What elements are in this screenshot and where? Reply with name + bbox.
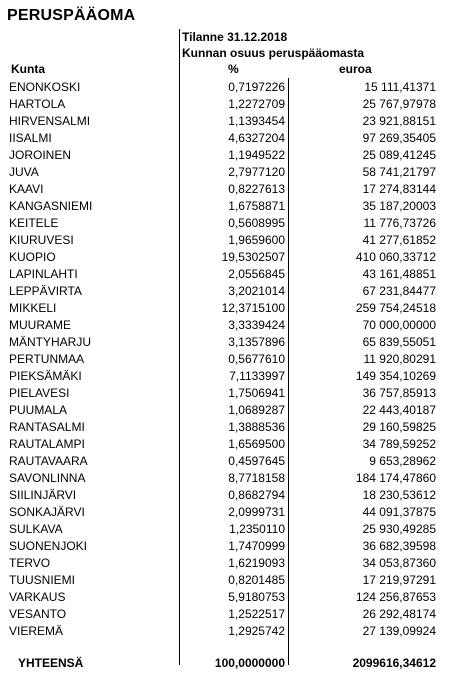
table-row [0,232,453,249]
date-heading: Tilanne 31.12.2018 [182,30,288,44]
municipality-name: KUOPIO [9,250,56,264]
share-euros: 34 053,87360 [362,556,436,570]
municipality-name: SULKAVA [9,522,63,536]
share-euros: 35 187,20003 [362,199,436,213]
share-percent: 0,8682794 [228,488,285,502]
municipality-name: PERTUNMAA [9,352,85,366]
share-euros: 58 741,21797 [362,165,436,179]
share-percent: 1,9659600 [228,233,285,247]
share-percent: 3,1357896 [228,335,285,349]
share-percent: 1,6758871 [228,199,285,213]
table-row [0,181,453,198]
share-euros: 97 269,35405 [362,131,436,145]
share-euros: 44 091,37875 [362,505,436,519]
share-euros: 65 839,55051 [362,335,436,349]
share-euros: 17 219,97291 [362,573,436,587]
share-percent: 7,1133997 [229,369,285,383]
share-euros: 41 277,61852 [362,233,436,247]
table-row [0,487,453,504]
share-percent: 0,7197226 [228,80,285,94]
table-row [0,402,453,419]
municipality-name: MIKKELI [9,301,57,315]
municipality-name: KEITELE [9,216,59,230]
share-percent: 1,7506941 [228,386,285,400]
total-row [0,655,453,672]
share-percent: 1,7470999 [228,539,285,553]
table-row [0,351,453,368]
share-percent: 0,5677610 [228,352,285,366]
table-row [0,317,453,334]
share-euros: 410 060,33712 [355,250,436,264]
table-row [0,385,453,402]
municipality-name: SAVONLINNA [9,471,86,485]
share-euros: 17 274,83144 [362,182,436,196]
total-label: YHTEENSÄ [18,656,84,670]
table-row [0,79,453,96]
column-header-percent: % [228,62,239,76]
municipality-name: MÄNTYHARJU [9,335,92,349]
share-percent: 1,2350110 [229,522,285,536]
table-row [0,589,453,606]
share-euros: 25 089,41245 [362,148,436,162]
table-row [0,130,453,147]
share-euros: 29 160,59825 [362,420,436,434]
share-euros: 9 653,28962 [369,454,436,468]
municipality-name: KANGASNIEMI [9,199,93,213]
table-row [0,113,453,130]
share-euros: 25 767,97978 [362,97,436,111]
table-row [0,572,453,589]
share-euros: 23 921,88151 [362,114,436,128]
municipality-name: RAUTALAMPI [9,437,85,451]
share-euros: 36 682,39598 [362,539,436,553]
municipality-name: SUONENJOKI [9,539,88,553]
page-title: PERUSPÄÄOMA [7,7,136,24]
share-percent: 1,1949522 [228,148,285,162]
municipality-name: HARTOLA [9,97,66,111]
municipality-name: ENONKOSKI [9,80,81,94]
table-row [0,249,453,266]
share-percent: 2,0556845 [228,267,285,281]
municipality-name: SIILINJÄRVI [9,488,77,502]
share-percent: 2,0999731 [228,505,285,519]
municipality-name: PIEKSÄMÄKI [9,369,82,383]
share-percent: 0,4597645 [228,454,285,468]
municipality-name: VESANTO [9,607,67,621]
table-row [0,504,453,521]
municipality-name: RANTASALMI [9,420,85,434]
municipality-name: SONKAJÄRVI [9,505,85,519]
share-percent: 1,0689287 [228,403,285,417]
table-row [0,147,453,164]
table-row [0,198,453,215]
share-euros: 34 789,59252 [362,437,436,451]
share-percent: 0,8201485 [228,573,285,587]
municipality-name: IISALMI [9,131,52,145]
share-percent: 2,7977120 [228,165,285,179]
municipality-name: PIELAVESI [9,386,70,400]
table-row [0,453,453,470]
share-euros: 36 757,85913 [362,386,436,400]
share-euros: 124 256,87653 [355,590,436,604]
municipality-name: JOROINEN [9,148,72,162]
share-percent: 1,3888536 [228,420,285,434]
table-row [0,215,453,232]
municipality-name: TERVO [9,556,51,570]
table-row [0,96,453,113]
municipality-table [0,79,453,640]
column-header-euroa: euroa [339,62,372,76]
municipality-name: MUURAME [9,318,71,332]
share-euros: 26 292,48174 [362,607,436,621]
municipality-name: VARKAUS [9,590,66,604]
total-percent: 100,0000000 [214,656,285,670]
table-row [0,419,453,436]
share-euros: 43 161,48851 [362,267,436,281]
share-euros: 27 139,09924 [362,624,436,638]
municipality-name: JUVA [9,165,39,179]
share-euros: 149 354,10269 [355,369,436,383]
share-percent: 12,3715100 [221,301,285,315]
share-percent: 1,1393454 [228,114,285,128]
share-euros: 70 000,00000 [362,318,436,332]
municipality-name: LAPINLAHTI [9,267,78,281]
share-percent: 1,6219093 [228,556,285,570]
municipality-name: RAUTAVAARA [9,454,88,468]
table-row [0,283,453,300]
share-percent: 0,8227613 [228,182,285,196]
share-percent: 0,5608995 [228,216,285,230]
table-row [0,623,453,640]
share-percent: 8,7718158 [228,471,285,485]
share-euros: 22 443,40187 [362,403,436,417]
share-euros: 67 231,84477 [362,284,436,298]
share-percent: 3,2021014 [228,284,285,298]
share-euros: 11 920,80291 [363,352,436,366]
table-row [0,334,453,351]
share-percent: 1,2272709 [228,97,285,111]
share-percent: 4,6327204 [228,131,285,145]
share-heading: Kunnan osuus peruspääomasta [182,46,365,60]
municipality-name: KIURUVESI [9,233,74,247]
share-percent: 3,3339424 [228,318,285,332]
share-percent: 1,2925742 [228,624,285,638]
table-row [0,266,453,283]
table-row [0,470,453,487]
municipality-name: HIRVENSALMI [9,114,91,128]
total-euros: 2099616,34612 [352,656,436,670]
share-percent: 1,6569500 [228,437,285,451]
municipality-name: KAAVI [9,182,44,196]
municipality-name: PUUMALA [9,403,68,417]
table-row [0,436,453,453]
table-row [0,521,453,538]
share-euros: 18 230,53612 [362,488,436,502]
column-header-kunta: Kunta [11,62,45,76]
share-euros: 11 776,73726 [363,216,436,230]
share-euros: 25 930,49285 [362,522,436,536]
share-percent: 5,9180753 [228,590,285,604]
table-row [0,538,453,555]
table-row [0,606,453,623]
table-row [0,164,453,181]
municipality-name: LEPPÄVIRTA [9,284,82,298]
share-percent: 19,5302507 [221,250,285,264]
municipality-name: VIEREMÄ [9,624,64,638]
share-euros: 15 111,41371 [364,80,436,94]
table-row [0,555,453,572]
table-row [0,368,453,385]
share-percent: 1,2522517 [228,607,285,621]
share-euros: 259 754,24518 [355,301,436,315]
table-row [0,300,453,317]
municipality-name: TUUSNIEMI [9,573,75,587]
share-euros: 184 174,47860 [355,471,436,485]
